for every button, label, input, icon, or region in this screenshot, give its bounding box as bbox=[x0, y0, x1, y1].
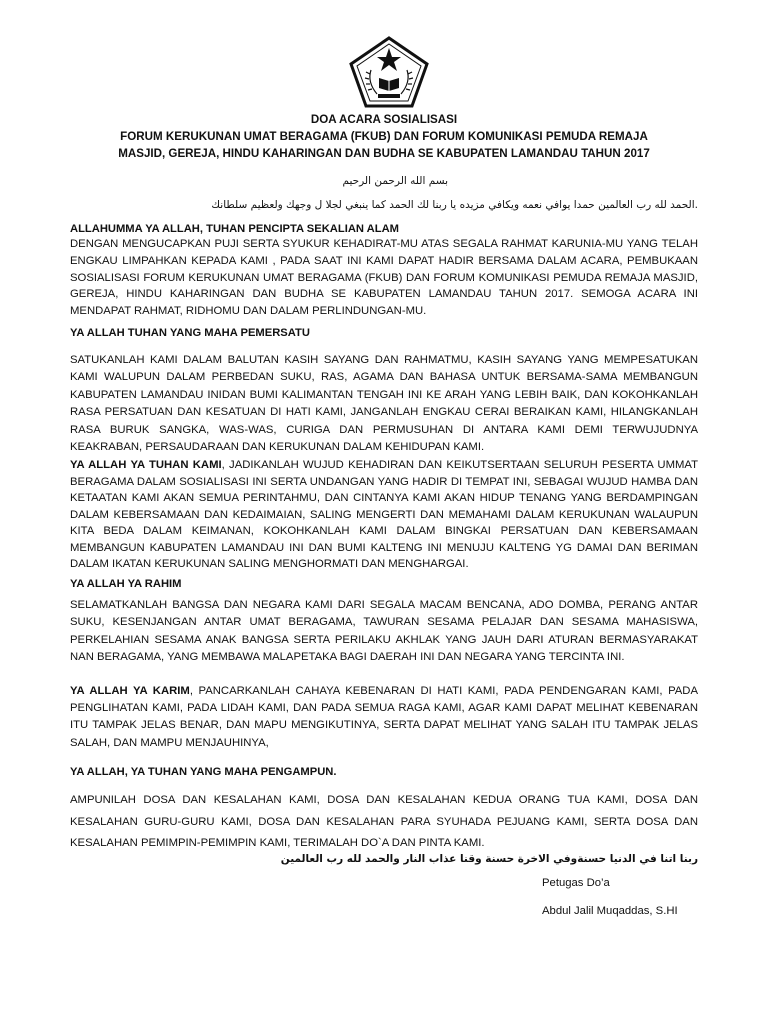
section-body-6: AMPUNILAH DOSA DAN KESALAHAN KAMI, DOSA DAN KESALAHAN KEDUA ORANG TUA KAMI, DOSA DAN KESALAHAN GURU-GURU KAMI, DOSA DAN KESALAHAN PARA SYUHADA PEJUANG KAMI, SERTA DOSA DAN KESALAHAN PEMIMPIN-PEMIMPIN KAMI, TERIMALAH DO`A DAN PINTA KAMI. bbox=[70, 794, 698, 849]
section-heading-1: ALLAHUMMA YA ALLAH, TUHAN PENCIPTA SEKALIAN ALAM bbox=[70, 223, 399, 235]
section-heading-6: YA ALLAH, YA TUHAN YANG MAHA PENGAMPUN. bbox=[70, 766, 337, 778]
signature-role: Petugas Do’a bbox=[542, 877, 610, 889]
section-body-4: SELAMATKANLAH BANGSA DAN NEGARA KAMI DARI SEGALA MACAM BENCANA, ADO DOMBA, PERANG ANTAR SUKU, KESENJANGAN ANTAR UMAT BERAGAMA, TAWURAN SESAMA PELAJAR DAN SESAMA MAHASISWA, PERKELAHIAN SESAMA ANAK BANGSA SERTA PERILAKU AKHLAK YANG JAUH DARI ATURAN BERMASYARAKAT NAN BERAGAMA, YANG MEMBAWA MALAPETAKA BAGI DAERAH INI DAN NEGARA YANG TERCINTA INI. bbox=[70, 599, 698, 664]
doc-title-line-2: FORUM KERUKUNAN UMAT BERAGAMA (FKUB) DAN FORUM KOMUNIKASI PEMUDA REMAJA bbox=[120, 130, 648, 143]
section-lead-3: YA ALLAH YA TUHAN KAMI bbox=[70, 459, 222, 471]
doc-title-line-1: DOA ACARA SOSIALISASI bbox=[310, 113, 458, 126]
section-body-2: SATUKANLAH KAMI DALAM BALUTAN KASIH SAYANG DAN RAHMATMU, KASIH SAYANG YANG MEMPESATUKAN KAMI WALUPUN DALAM PERBEDAN SUKU, RAS, AGAMA DAN BAHASA UNTUK BERSAMA-SAMA MEMBANGUN KABUPATEN LAMANDAU INIDAN BUMI KALIMANTAN TENGAH INI KE ARAH YANG LEBIH BAIK, DAN KOKOHKANLAH RASA PERSATUAN DAN KESATUAN DI HATI KAMI, JANGANLAH ENGKAU CERAI BERAIKAN KAMI, HILANGKANLAH RASA BURUK SANGKA, WAS-WAS, CURIGA DAN PERMUSUHAN DI ANTARA KAMI DEMI TERWUJUDNYA KEAKRABAN, PERSAUDARAAN DAN KERUKUNAN DALAM KEHIDUPAN KAMI. bbox=[70, 354, 698, 454]
section-text-5: , PANCARKANLAH CAHAYA KEBENARAN DI HATI KAMI, PADA PENDENGARAN KAMI, PADA PENGLIHATAN KAMI, PADA LIDAH KAMI, DAN PADA SEMUA RAGA KAMI, AGAR KAMI DAPAT MELIHAT KEBENARAN ITU TAMPAK JELAS BENAR, DAN MAPU MENGIKUTINYA, SERTA DAPAT MELIHAT YANG SALAH ITU TAMPAK JELAS SALAH, DAN MAMPU MENJAUHINYA, bbox=[70, 685, 698, 749]
emblem-logo bbox=[349, 36, 429, 108]
section-lead-5: YA ALLAH YA KARIM bbox=[70, 685, 190, 697]
section-body-1: DENGAN MENGUCAPKAN PUJI SERTA SYUKUR KEHADIRAT-MU ATAS SEGALA RAHMAT KARUNIA-MU YANG TELAH ENGKAU LIMPAHKAN KEPADA KAMI , PADA SAAT INI KAMI DAPAT HADIR BERSAMA DALAM ACARA, PEMBUKAAN SOSIALISASI FORUM KERUKUNAN UMAT BERAGAMA (FKUB) DAN FORUM KOMUNIKASI PEMUDA REMAJA MASJID, GEREJA, HINDU KAHARINGAN DAN BUDHA SE KABUPATEN LAMANDAU TAHUN 2017. SEMOGA ACARA INI MENDAPAT RAHMAT, RIDHOMU DAN DALAM PERLINDUNGAN-MU. bbox=[70, 238, 698, 318]
section-heading-4: YA ALLAH YA RAHIM bbox=[70, 578, 182, 590]
section-body-3 bbox=[70, 457, 698, 573]
section-text-3: , JADIKANLAH WUJUD KEHADIRAN DAN KEIKUTSERTAAN SELURUH PESERTA UMMAT BERAGAMA DALAM SOSIALISASI INI SERTA UNDANGAN YANG HADIR DI TEMPAT INI, SEBAGAI WUJUD HAMBA DAN KETAATAN KAMI AKAN SEMUA PERINTAHMU, DAN CINTANYA KAMI AKAN HIDUP TENANG YANG BERDAMPINGAN DALAM KEBERSAMAAN DAN KEDAIMAIAN, SALING MENGERTI DAN MEMAHAMI DALAM KERUKUNAN WALAUPUN KITA BEDA DALAM KEIMANAN, KOKOHKANLAH KAMI DALAM BINGKAI PERSATUAN DAN KEBERSAMAAN MEMBANGUN KABUPATEN LAMANDAU INI DAN BUMI KALTENG INI MENUJU KALTENG YG DAMAI DAN BERIMAN DALAM IKATAN KERUKUNAN SALING MENGHORMATI DAN MENGHARGAI. bbox=[70, 459, 698, 570]
arabic-closing: ربنا اتنا في الدنيا حسنةوفي الاخرة حسنة وقنا عذاب النار والحمد لله رب العالمين bbox=[280, 853, 698, 865]
arabic-hamdalah: .الحمد لله رب العالمين حمدا يوافي نعمه ويكافي مزيده يا ربنا لك الحمد كما ينبغي لجلا ل وجهك ولعظيم سلطانك bbox=[211, 199, 698, 211]
section-body-5 bbox=[70, 683, 698, 752]
doc-title-line-3: MASJID, GEREJA, HINDU KAHARINGAN DAN BUDHA SE KABUPATEN LAMANDAU TAHUN 2017 bbox=[118, 147, 650, 160]
signature-name: Abdul Jalil Muqaddas, S.HI bbox=[542, 905, 678, 917]
arabic-basmala: بسم الله الرحمن الرحيم bbox=[342, 175, 448, 187]
section-heading-2: YA ALLAH TUHAN YANG MAHA PEMERSATU bbox=[70, 327, 310, 339]
